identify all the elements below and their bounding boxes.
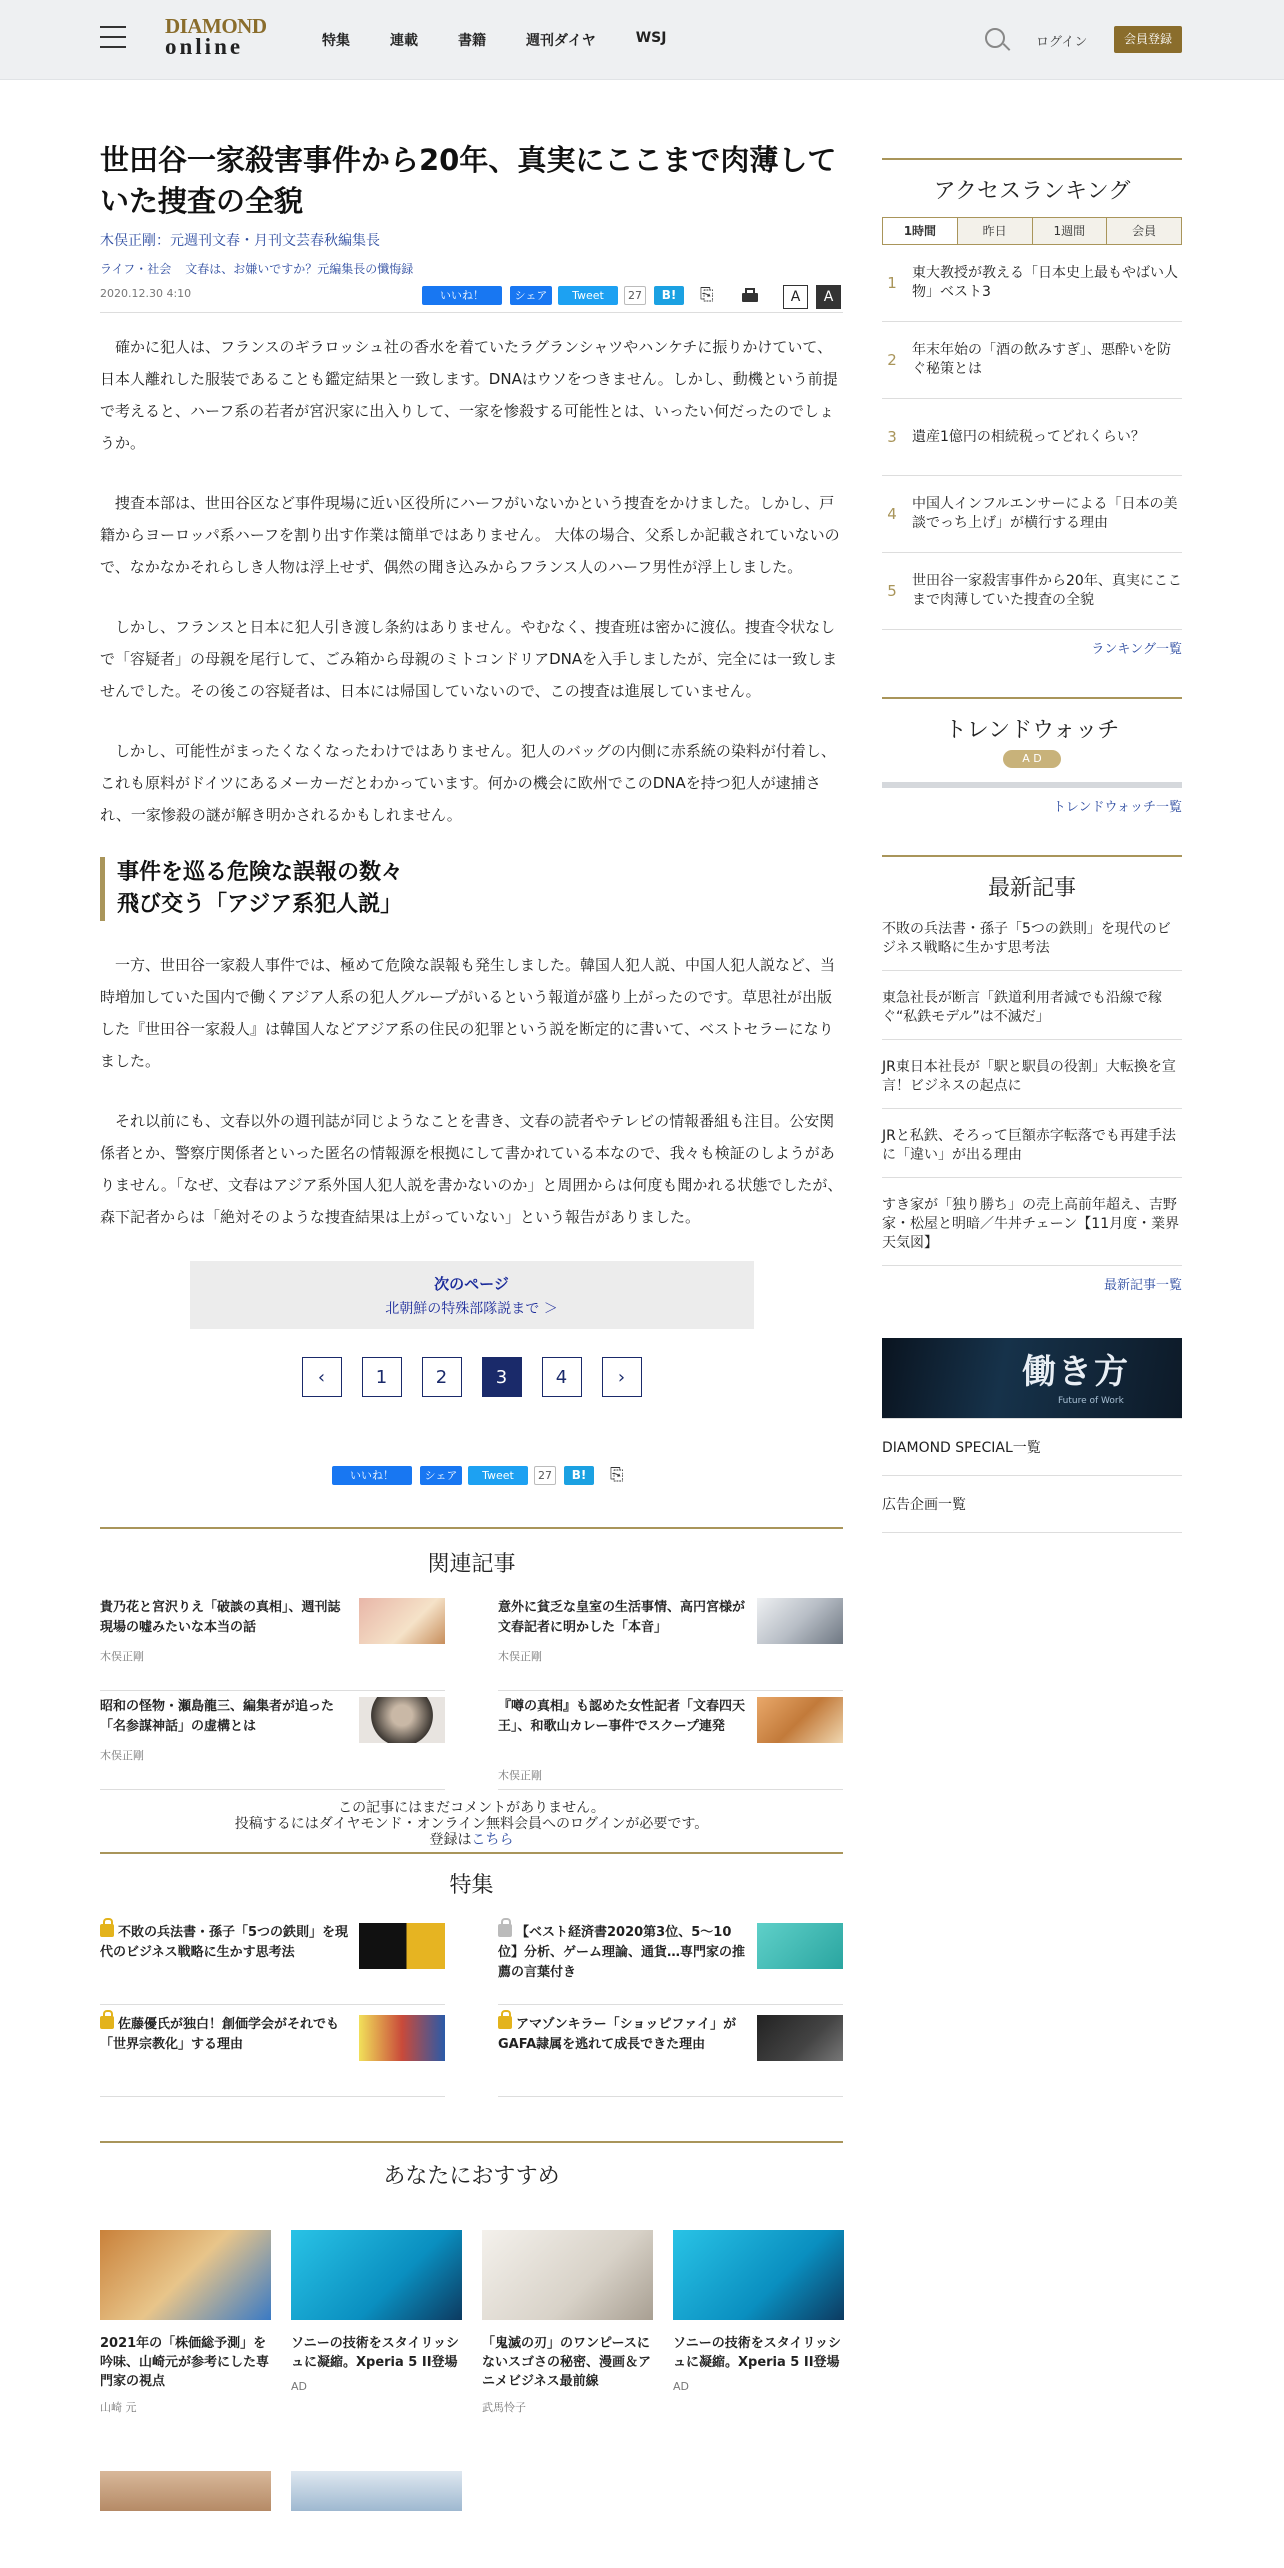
prev-page-button[interactable]: ‹ <box>302 1357 342 1397</box>
related-item-author: 木俣正剛 <box>498 1769 542 1782</box>
share-count: 27 <box>624 286 646 305</box>
tweet-button[interactable]: Tweet <box>468 1466 528 1485</box>
comments-line: 投稿するにはダイヤモンド・オンライン無料会員へのログインが必要です。 <box>234 1816 709 1832</box>
trend-bar <box>882 782 1182 788</box>
ranking-item[interactable] <box>882 245 1182 322</box>
bottom-share <box>100 1467 843 1487</box>
ranking-number: 1 <box>887 274 897 292</box>
comments-line <box>100 1832 843 1848</box>
feature-list <box>100 1913 843 2097</box>
ranking-number: 4 <box>887 505 897 523</box>
recommend-thumbnail <box>482 2230 653 2320</box>
like-button[interactable]: いいね！ <box>332 1466 412 1485</box>
ranking-item[interactable] <box>882 553 1182 630</box>
sidebar <box>882 158 1182 1533</box>
recommend-thumbnail <box>291 2230 462 2320</box>
ranking-tabs <box>882 217 1182 245</box>
nav-item-books[interactable]: 書籍 <box>458 33 486 49</box>
article-categories <box>100 260 843 277</box>
ranking-number: 2 <box>887 351 897 369</box>
ranking-more-link[interactable]: ランキング一覧 <box>1091 642 1182 657</box>
main-nav <box>322 30 666 50</box>
related-thumbnail <box>757 1697 843 1743</box>
logo[interactable] <box>165 16 267 58</box>
article-author[interactable]: 木俣正剛：元週刊文春・月刊文芸春秋編集長 <box>100 233 380 249</box>
divider <box>100 2141 843 2143</box>
latest-item[interactable]: すき家が「独り勝ち」の売上高前年超え、吉野家・松屋と明暗／牛丼チェーン【11月度・業界天気図】 <box>882 1178 1182 1266</box>
recommend-item-title: ソニーの技術をスタイリッシュに凝縮。Xperia 5 II登場 <box>291 2336 459 2370</box>
ranking-item[interactable] <box>882 476 1182 553</box>
logo-bottom: online <box>165 34 244 59</box>
article-meta <box>100 287 843 313</box>
related-item-author: 木俣正剛 <box>100 1749 144 1762</box>
section-heading <box>100 857 843 921</box>
feature-item-title <box>100 1923 350 1963</box>
ranking-text: 世田谷一家殺害事件から20年、真実にここまで肉薄していた捜査の全貌 <box>912 573 1182 608</box>
related-thumbnail <box>359 1697 445 1743</box>
divider <box>100 1852 843 1854</box>
register-button[interactable]: 会員登録 <box>1114 26 1182 53</box>
recommend-item-author: 武馬怜子 <box>482 2401 526 2414</box>
recommend-item[interactable] <box>100 2230 271 2415</box>
series-link[interactable]: 文春は、お嫌いですか？元編集長の懺悔録 <box>185 262 414 276</box>
next-page-button[interactable]: › <box>602 1357 642 1397</box>
feature-thumbnail <box>757 2015 843 2061</box>
divider <box>882 855 1182 857</box>
recommend-title: あなたにおすすめ <box>383 2164 560 2189</box>
register-link[interactable]: こちら <box>471 1832 514 1848</box>
feature-item-title <box>498 2015 748 2055</box>
tab-members[interactable]: 会員 <box>1106 218 1181 244</box>
fb-share-button[interactable]: シェア <box>420 1466 462 1485</box>
recommend-item[interactable] <box>291 2230 462 2415</box>
recommend-thumbnail <box>291 2471 462 2511</box>
feature-title: 特集 <box>449 1873 494 1898</box>
logo-top: DIAMOND <box>165 14 267 38</box>
latest-item[interactable]: JR東日本社長が「駅と駅員の役割」大転換を宣言！ビジネスの起点に <box>882 1040 1182 1109</box>
trend-more-link[interactable]: トレンドウォッチ一覧 <box>1052 800 1182 815</box>
print-icon[interactable] <box>739 287 761 305</box>
page-3-button[interactable]: 3 <box>482 1357 522 1397</box>
feature-item-title <box>498 1923 748 1983</box>
feature-item-text: アマゾンキラー「ショッピファイ」がGAFA隷属を逃れて成長できた理由 <box>498 2017 737 2052</box>
hatena-button[interactable]: B! <box>564 1466 594 1485</box>
trend-title: トレンドウォッチ <box>944 718 1120 743</box>
recommend-list-row2 <box>100 2471 843 2511</box>
paragraph: それ以前にも、文春以外の週刊誌が同じようなことを書き、文春の読者やテレビの情報番組も注目。公安関係者とか、警察庁関係者といった匿名の情報源を根拠にして書かれている本なので、我々も検証のしようがありません。「なぜ、文春はアジア系外国人犯人説を書かないのか」と周囲からは何度も聞かれる状態でしたが、森下記者からは「絶対そのような捜査結果は上がっていない」という報告がありました。 <box>100 1112 843 1226</box>
special-banner[interactable] <box>882 1338 1182 1418</box>
recommend-thumbnail <box>673 2230 844 2320</box>
related-item-author: 木俣正剛 <box>100 1650 144 1663</box>
category-link[interactable]: ライフ・社会 <box>100 262 172 276</box>
related-thumbnail <box>757 1598 843 1644</box>
divider <box>882 697 1182 699</box>
ranking-text: 中国人インフルエンサーによる「日本の美談でっち上げ」が横行する理由 <box>912 496 1178 531</box>
latest-list <box>882 902 1182 1266</box>
recommend-item-title: 「鬼滅の刃」のワンピースにないスゴさの秘密、漫画＆アニメビジネス最前線 <box>482 2336 652 2389</box>
comments-register-prefix: 登録は <box>429 1832 472 1848</box>
article-body <box>100 331 843 1233</box>
ranking-item[interactable] <box>882 322 1182 399</box>
recommend-item[interactable] <box>100 2471 271 2511</box>
related-item-title: 貴乃花と宮沢りえ「破談の真相」、週刊誌現場の嘘みたいな本当の話 <box>100 1600 341 1635</box>
ranking-text: 東大教授が教える「日本史上最もやばい人物」ベスト3 <box>912 265 1178 300</box>
feature-item-text: 佐藤優氏が独白！創価学会がそれでも「世界宗教化」する理由 <box>100 2017 340 2052</box>
feature-item[interactable] <box>498 1913 843 2005</box>
ranking-number: 3 <box>887 428 897 446</box>
feature-item-text: 不敗の兵法書・孫子「5つの鉄則」を現代のビジネス戦略に生かす思考法 <box>100 1925 349 1960</box>
latest-more-link[interactable]: 最新記事一覧 <box>1103 1278 1182 1293</box>
feature-thumbnail <box>359 2015 445 2061</box>
tweet-button[interactable]: Tweet <box>558 286 618 305</box>
recommend-item[interactable] <box>673 2230 844 2415</box>
ranking-text: 年末年始の「酒の飲みすぎ」、悪酔いを防ぐ秘策とは <box>912 342 1171 377</box>
recommend-item[interactable] <box>291 2471 462 2511</box>
page-4-button[interactable]: 4 <box>542 1357 582 1397</box>
ranking-title: アクセスランキング <box>933 179 1131 204</box>
section-heading-line1: 事件を巡る危険な誤報の数々 <box>117 860 404 885</box>
fb-share-button[interactable]: シェア <box>510 286 552 305</box>
ranking-text: 遺産1億円の相続税ってどれくらい？ <box>912 428 1145 445</box>
related-item[interactable] <box>498 1592 843 1691</box>
related-thumbnail <box>359 1598 445 1644</box>
like-button[interactable]: いいね！ <box>422 286 502 305</box>
recommend-list <box>100 2230 843 2415</box>
lock-icon <box>498 1924 512 1937</box>
feature-item-text: 【ベスト経済書2020第3位、5～10位】分析、ゲーム理論、通貨…専門家の推薦の言葉付き <box>498 1925 746 1980</box>
tab-hour[interactable]: 1時間 <box>883 218 957 244</box>
ad-link[interactable]: 広告企画一覧 <box>882 1476 1182 1533</box>
next-page-title: 北朝鮮の特殊部隊説まで ＞ <box>385 1301 558 1317</box>
divider <box>100 1527 843 1529</box>
recommend-item-author: AD <box>673 2380 689 2393</box>
feature-item-title <box>100 2015 350 2055</box>
nav-item-wsj[interactable]: WSJ <box>635 30 667 46</box>
paragraph: しかし、フランスと日本に犯人引き渡し条約はありません。やむなく、捜査班は密かに渡仏。捜査令状なしで「容疑者」の母親を尾行して、ごみ箱から母親のミトコンドリアDNAを入手しましたが、完全には一致しませんでした。その後この容疑者は、日本には帰国していないので、この捜査は進展していません。 <box>100 618 838 700</box>
ad-badge: A D <box>1003 750 1061 768</box>
ranking-item[interactable] <box>882 399 1182 476</box>
banner-subtitle: Future of Work <box>1058 1396 1124 1406</box>
ranking-list <box>882 245 1182 630</box>
related-title: 関連記事 <box>427 1552 516 1577</box>
feature-item[interactable] <box>498 2005 843 2097</box>
paragraph: 一方、世田谷一家殺人事件では、極めて危険な誤報も発生しました。韓国人犯人説、中国人犯人説など、当時増加していた国内で働くアジア人系の犯人グループがいるという報道が盛り上がったのです。草思社が出版した『世田谷一家殺人』は韓国人などアジア系の住民の犯罪という説を断定的に書いて、ベストセラーになりました。 <box>100 956 836 1070</box>
tab-week[interactable]: 1週間 <box>1032 218 1107 244</box>
related-item-title: 昭和の怪物・瀬島龍三、編集者が追った「名参謀神話」の虚構とは <box>100 1699 335 1734</box>
lock-icon <box>498 2016 512 2029</box>
related-item-author: 木俣正剛 <box>498 1650 542 1663</box>
recommend-thumbnail <box>100 2471 271 2511</box>
related-list <box>100 1592 843 1790</box>
ranking-number: 5 <box>887 582 897 600</box>
font-large-button[interactable]: A <box>816 285 841 309</box>
special-link[interactable]: DIAMOND SPECIAL一覧 <box>882 1419 1182 1476</box>
recommend-item[interactable] <box>482 2230 653 2415</box>
login-link[interactable]: ログイン <box>1036 35 1088 50</box>
menu-icon[interactable] <box>100 26 126 48</box>
search-icon[interactable] <box>985 28 1005 48</box>
latest-item[interactable]: 東急社長が断言「鉄道利用者減でも沿線で稼ぐ“私鉄モデル”は不滅だ」 <box>882 971 1182 1040</box>
nav-item-feature[interactable]: 特集 <box>322 33 350 49</box>
link-icon[interactable]: ⎘ <box>610 1465 624 1485</box>
article-title: 世田谷一家殺害事件から20年、真実にここまで肉薄していた捜査の全貌 <box>100 143 837 218</box>
site-header <box>0 0 1284 80</box>
recommend-item-author: AD <box>291 2380 307 2393</box>
comments-line: この記事にはまだコメントがありません。 <box>338 1800 605 1816</box>
lock-icon <box>100 2016 114 2029</box>
recommend-item-title: 2021年の「株価総予測」を吟味、山崎元が参考にした専門家の視点 <box>100 2336 270 2389</box>
related-item[interactable] <box>100 1592 445 1691</box>
latest-item[interactable]: JRと私鉄、そろって巨額赤字転落でも再建手法に「違い」が出る理由 <box>882 1109 1182 1178</box>
page-2-button[interactable]: 2 <box>422 1357 462 1397</box>
related-item[interactable] <box>498 1691 843 1790</box>
font-small-button[interactable]: A <box>783 285 808 309</box>
link-icon[interactable]: ⎘ <box>700 285 714 305</box>
tab-yesterday[interactable]: 昨日 <box>957 218 1032 244</box>
paragraph: しかし、可能性がまったくなくなったわけではありません。犯人のバッグの内側に赤系統の染料が付着し、これも原料がドイツにあるメーカーだとわかっています。何かの機会に欧州でこのDNAを持つ犯人が逮捕され、一家惨殺の謎が解き明かされるかもしれません。 <box>100 742 836 824</box>
divider <box>882 158 1182 160</box>
recommend-item-title: ソニーの技術をスタイリッシュに凝縮。Xperia 5 II登場 <box>673 2336 841 2370</box>
comments-notice <box>100 1800 843 1848</box>
hatena-button[interactable]: B! <box>654 286 684 305</box>
next-page-box[interactable] <box>190 1261 754 1329</box>
banner-title: 働き方 <box>1022 1352 1130 1392</box>
feature-item[interactable] <box>100 2005 445 2097</box>
section-heading-line2: 飛び交う「アジア系犯人説」 <box>117 892 403 917</box>
nav-item-weekly[interactable]: 週刊ダイヤ <box>526 33 596 49</box>
article-date: 2020.12.30 4:10 <box>100 287 192 300</box>
nav-item-series[interactable]: 連載 <box>390 33 418 49</box>
paragraph: 捜査本部は、世田谷区など事件現場に近い区役所にハーフがいないかという捜査をかけました。しかし、戸籍からヨーロッパ系ハーフを割り出す作業は簡単ではありません。 大体の場合、父系しか記載されていないので、なかなかそれらしき人物は浮上せず、偶然の聞き込みからフランス人のハーフ男性が浮上しました。 <box>100 494 840 576</box>
pagination <box>100 1357 843 1397</box>
page-1-button[interactable]: 1 <box>362 1357 402 1397</box>
latest-title: 最新記事 <box>987 876 1076 901</box>
latest-item[interactable]: 不敗の兵法書・孫子「5つの鉄則」を現代のビジネス戦略に生かす思考法 <box>882 902 1182 971</box>
related-item-title: 意外に貧乏な皇室の生活事情、高円宮様が文春記者に明かした「本音」 <box>498 1600 746 1635</box>
share-count: 27 <box>534 1466 556 1485</box>
article <box>100 140 843 2511</box>
lock-icon <box>100 1924 114 1937</box>
related-item[interactable] <box>100 1691 445 1790</box>
recommend-item-author: 山崎 元 <box>100 2401 137 2414</box>
feature-thumbnail <box>359 1923 445 1969</box>
paragraph: 確かに犯人は、フランスのギラロッシュ社の香水を着ていたラグランシャツやハンケチに振りかけていて、日本人離れした服装であることも鑑定結果と一致します。DNAはウソをつきません。しかし、動機という前提で考えると、ハーフ系の若者が宮沢家に出入りして、一家を惨殺する可能性とは、いったい何だったのでしょうか。 <box>100 338 838 452</box>
next-page-label: 次のページ <box>434 1275 509 1293</box>
related-item-title: 『噂の真相』も認めた女性記者「文春四天王」、和歌山カレー事件でスクープ連発 <box>498 1699 746 1734</box>
recommend-thumbnail <box>100 2230 271 2320</box>
feature-item[interactable] <box>100 1913 445 2005</box>
link-list <box>882 1418 1182 1533</box>
feature-thumbnail <box>757 1923 843 1969</box>
